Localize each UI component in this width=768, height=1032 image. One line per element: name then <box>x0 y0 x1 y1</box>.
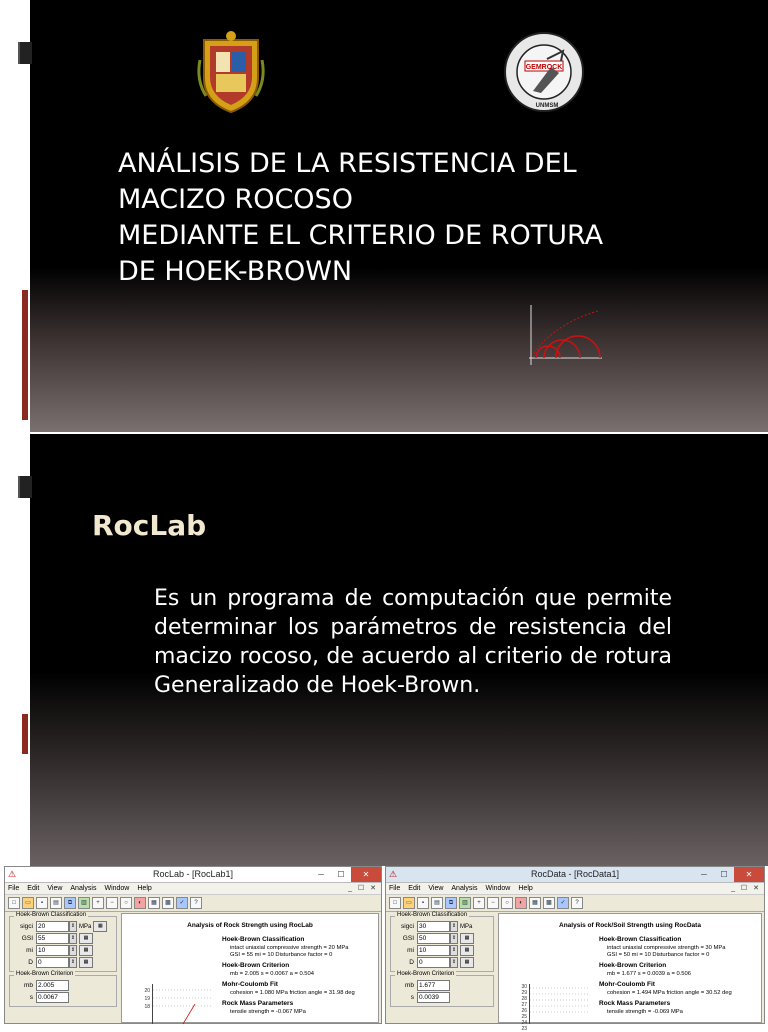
pick-button[interactable]: ▦ <box>460 945 474 956</box>
zoom-in-icon[interactable]: + <box>473 897 485 909</box>
menu-analysis[interactable]: Analysis <box>70 885 97 892</box>
title-slide <box>0 0 768 432</box>
y-tick: 18 <box>144 1004 150 1010</box>
gsi-input[interactable]: 50 <box>417 933 450 944</box>
roclab-slide <box>0 434 768 866</box>
roclab-app-icon: ⚠ <box>8 869 17 879</box>
menu-edit[interactable]: Edit <box>27 885 40 892</box>
title-line: DE HOEK-BROWN <box>118 256 353 287</box>
gemrock-logo <box>503 31 585 113</box>
mb-value: 2.005 <box>36 980 69 991</box>
envelope-plot <box>152 984 213 1024</box>
doc-title: Analysis of Rock/Soil Strength using RocData <box>559 922 701 929</box>
title-line: MACIZO ROCOSO <box>118 184 353 215</box>
section-heading: Mohr-Coulomb Fit <box>599 981 655 988</box>
spinner-icon[interactable]: ⇕ <box>450 933 458 944</box>
field-row <box>13 957 113 968</box>
copy-icon[interactable]: ⧉ <box>445 897 457 909</box>
field-row <box>394 992 490 1003</box>
table-icon[interactable]: ▦ <box>529 897 541 909</box>
menu-file[interactable]: File <box>8 885 20 892</box>
field-label: s <box>410 994 414 1001</box>
field-row <box>394 921 490 932</box>
grid-icon[interactable]: ▩ <box>162 897 174 909</box>
window-titlebar[interactable] <box>5 867 381 883</box>
open-icon[interactable]: ▭ <box>403 897 415 909</box>
zoom-all-icon[interactable]: ○ <box>501 897 513 909</box>
slide-description: Es un programa de computación que permite determinar los parámetros de resistencia del macizo rocoso, de acuerdo al criterio de rotura Generalizado de Hoek-Brown. <box>154 586 672 698</box>
hb-classification-group <box>9 912 117 972</box>
results-document <box>498 913 762 1032</box>
results-document <box>121 913 379 1023</box>
field-row <box>13 933 113 944</box>
section-line: intact uniaxial compressive strength = 30 MPa <box>607 945 726 951</box>
section-heading: Hoek-Brown Criterion <box>222 962 290 969</box>
slide-title <box>118 146 678 290</box>
sigci-input[interactable]: 20 <box>36 921 69 932</box>
close-button[interactable]: ✕ <box>734 867 764 882</box>
field-row <box>13 992 113 1003</box>
minimize-button[interactable]: ─ <box>701 870 707 879</box>
menu-view[interactable]: View <box>47 885 63 892</box>
mb-value: 1.677 <box>417 980 450 991</box>
field-label: mi <box>26 947 33 954</box>
zoom-out-icon[interactable]: − <box>487 897 499 909</box>
pick-button[interactable]: ▦ <box>93 921 107 932</box>
group-label: Hoek-Brown Classification <box>397 912 468 918</box>
unit-label: MPa <box>79 923 92 930</box>
field-label: D <box>409 959 414 966</box>
rocdata-app-icon: ⚠ <box>389 869 398 879</box>
section-heading: Hoek-Brown Classification <box>222 936 305 943</box>
y-tick: 24 <box>521 1020 527 1026</box>
toolbar <box>386 895 764 912</box>
gsi-input[interactable]: 55 <box>36 933 69 944</box>
menu-analysis[interactable]: Analysis <box>451 885 478 892</box>
field-label: GSI <box>402 935 414 942</box>
strip-red-bar <box>22 714 28 754</box>
new-icon[interactable]: □ <box>8 897 20 909</box>
pick-button[interactable]: ▦ <box>79 945 93 956</box>
menu-view[interactable]: View <box>428 885 444 892</box>
section-line: cohesion = 1.080 MPa friction angle = 31.98 deg <box>230 990 355 996</box>
section-heading: Rock Mass Parameters <box>599 1000 671 1007</box>
strip-red-bar <box>22 290 28 420</box>
menu-file[interactable]: File <box>389 885 401 892</box>
hb-criterion-group <box>9 971 117 1007</box>
y-tick: 26 <box>521 1008 527 1014</box>
group-label: Hoek-Brown Classification <box>16 912 87 918</box>
section-line: GSI = 55 mi = 10 Disturbance factor = 0 <box>230 952 333 958</box>
field-row <box>13 921 113 932</box>
unmsm-ring-text: UNMSM <box>535 103 559 109</box>
menu-bar <box>5 883 381 895</box>
pick-button[interactable]: ▦ <box>460 957 474 968</box>
mdi-controls-icon[interactable]: _ ☐ ✕ <box>348 885 378 892</box>
window-title: RocLab - [RocLab1] <box>152 869 234 879</box>
field-label: mb <box>23 982 33 989</box>
spinner-icon[interactable]: ⇕ <box>69 945 77 956</box>
open-icon[interactable]: ▭ <box>22 897 34 909</box>
field-label: D <box>28 959 33 966</box>
gemrock-seal-icon <box>503 31 585 113</box>
chart-icon[interactable]: ▥ <box>78 897 90 909</box>
spinner-icon[interactable]: ⇕ <box>69 957 77 968</box>
section-line: mb = 1.677 s = 0.0039 a = 0.506 <box>607 971 691 977</box>
slide-heading: RocLab <box>92 509 207 542</box>
zoom-all-icon[interactable]: ○ <box>120 897 132 909</box>
zoom-out-icon[interactable]: − <box>106 897 118 909</box>
chart-icon[interactable]: ▥ <box>459 897 471 909</box>
group-label: Hoek-Brown Criterion <box>397 971 455 977</box>
y-tick: 27 <box>521 1002 527 1008</box>
slide-left-strip <box>0 434 30 866</box>
section-line: tensile strength = -0.069 MPa <box>607 1009 683 1015</box>
spinner-icon[interactable]: ⇕ <box>450 921 458 932</box>
input-panel <box>388 913 496 1023</box>
print-icon[interactable]: ▤ <box>50 897 62 909</box>
pick-button[interactable]: ▦ <box>79 957 93 968</box>
mi-input[interactable]: 10 <box>36 945 69 956</box>
menu-edit[interactable]: Edit <box>408 885 421 892</box>
options-icon[interactable]: ✓ <box>557 897 569 909</box>
y-tick: 28 <box>521 996 527 1002</box>
y-tick: 23 <box>521 1026 527 1032</box>
section-line: cohesion = 1.494 MPa friction angle = 30.52 deg <box>607 990 732 996</box>
table-icon[interactable]: ▦ <box>148 897 160 909</box>
sigci-input[interactable]: 30 <box>417 921 450 932</box>
envelope-plot <box>529 984 590 1024</box>
section-line: GSI = 50 mi = 10 Disturbance factor = 0 <box>607 952 710 958</box>
section-heading: Rock Mass Parameters <box>222 1000 294 1007</box>
pick-button[interactable]: ▦ <box>460 933 474 944</box>
field-label: GSI <box>21 935 33 942</box>
y-tick: 30 <box>521 984 527 990</box>
y-tick: 20 <box>144 988 150 994</box>
field-row <box>394 933 490 944</box>
title-line: ANÁLISIS DE LA RESISTENCIA DEL <box>118 148 577 179</box>
s-value: 0.0067 <box>36 992 69 1003</box>
close-button[interactable]: ✕ <box>351 867 381 882</box>
y-tick: 19 <box>144 996 150 1002</box>
software-screenshots <box>0 866 768 1032</box>
options-icon[interactable]: ✓ <box>176 897 188 909</box>
mi-input[interactable]: 10 <box>417 945 450 956</box>
field-label: sigci <box>400 923 414 930</box>
field-row <box>394 945 490 956</box>
unit-label: MPa <box>460 923 473 930</box>
spinner-icon[interactable]: ⇕ <box>69 921 77 932</box>
grid-icon[interactable]: ▩ <box>543 897 555 909</box>
university-crest-logo <box>196 30 266 114</box>
spinner-icon[interactable]: ⇕ <box>450 945 458 956</box>
mohr-circle-plot-icon <box>526 303 604 367</box>
toolbar <box>5 895 381 912</box>
field-row <box>394 957 490 968</box>
help-icon[interactable]: ? <box>190 897 202 909</box>
hb-criterion-group <box>390 971 494 1007</box>
field-label: mi <box>407 947 414 954</box>
slide-left-strip <box>0 0 30 432</box>
menu-window[interactable]: Window <box>104 885 130 892</box>
s-value: 0.0039 <box>417 992 450 1003</box>
field-label: sigci <box>19 923 33 930</box>
zoom-in-icon[interactable]: + <box>92 897 104 909</box>
new-icon[interactable]: □ <box>389 897 401 909</box>
section-line: mb = 2.005 s = 0.0067 a = 0.504 <box>230 971 314 977</box>
strip-mark <box>18 42 32 64</box>
mdi-controls-icon[interactable]: _ ☐ ✕ <box>731 885 761 892</box>
properties-icon[interactable]: ◐ <box>134 897 146 909</box>
title-line: MEDIANTE EL CRITERIO DE ROTURA <box>118 220 604 251</box>
d-input[interactable]: 0 <box>36 957 69 968</box>
field-row <box>394 980 490 991</box>
y-tick: 29 <box>521 990 527 996</box>
roclab-window <box>4 866 382 1024</box>
field-row <box>13 945 113 956</box>
section-heading: Hoek-Brown Classification <box>599 936 682 943</box>
properties-icon[interactable]: ◐ <box>515 897 527 909</box>
gemrock-badge-text: GEMROCK <box>525 64 563 71</box>
spinner-icon[interactable]: ⇕ <box>69 933 77 944</box>
y-tick: 25 <box>521 1014 527 1020</box>
field-label: mb <box>404 982 414 989</box>
menu-help[interactable]: Help <box>137 885 152 892</box>
field-label: s <box>29 994 33 1001</box>
save-icon[interactable]: ▪ <box>36 897 48 909</box>
rocdata-window <box>385 866 765 1032</box>
section-line: intact uniaxial compressive strength = 20 MPa <box>230 945 349 951</box>
menu-bar <box>386 883 764 895</box>
group-label: Hoek-Brown Criterion <box>16 971 74 977</box>
maximize-button[interactable]: ☐ <box>720 870 728 879</box>
section-heading: Mohr-Coulomb Fit <box>222 981 278 988</box>
hb-classification-group <box>390 912 494 972</box>
save-icon[interactable]: ▪ <box>417 897 429 909</box>
minimize-button[interactable]: ─ <box>318 870 324 879</box>
strip-mark <box>18 476 32 498</box>
window-title: RocData - [RocData1] <box>530 869 620 879</box>
help-icon[interactable]: ? <box>571 897 583 909</box>
section-heading: Hoek-Brown Criterion <box>599 962 667 969</box>
field-row <box>13 980 113 991</box>
copy-icon[interactable]: ⧉ <box>64 897 76 909</box>
pick-button[interactable]: ▦ <box>79 933 93 944</box>
maximize-button[interactable]: ☐ <box>337 870 345 879</box>
spinner-icon[interactable]: ⇕ <box>450 957 458 968</box>
window-titlebar[interactable] <box>386 867 764 883</box>
section-line: tensile strength = -0.067 MPa <box>230 1009 306 1015</box>
doc-title: Analysis of Rock Strength using RocLab <box>187 922 313 929</box>
menu-help[interactable]: Help <box>518 885 533 892</box>
d-input[interactable]: 0 <box>417 957 450 968</box>
print-icon[interactable]: ▤ <box>431 897 443 909</box>
input-panel <box>7 913 119 1023</box>
menu-window[interactable]: Window <box>485 885 511 892</box>
